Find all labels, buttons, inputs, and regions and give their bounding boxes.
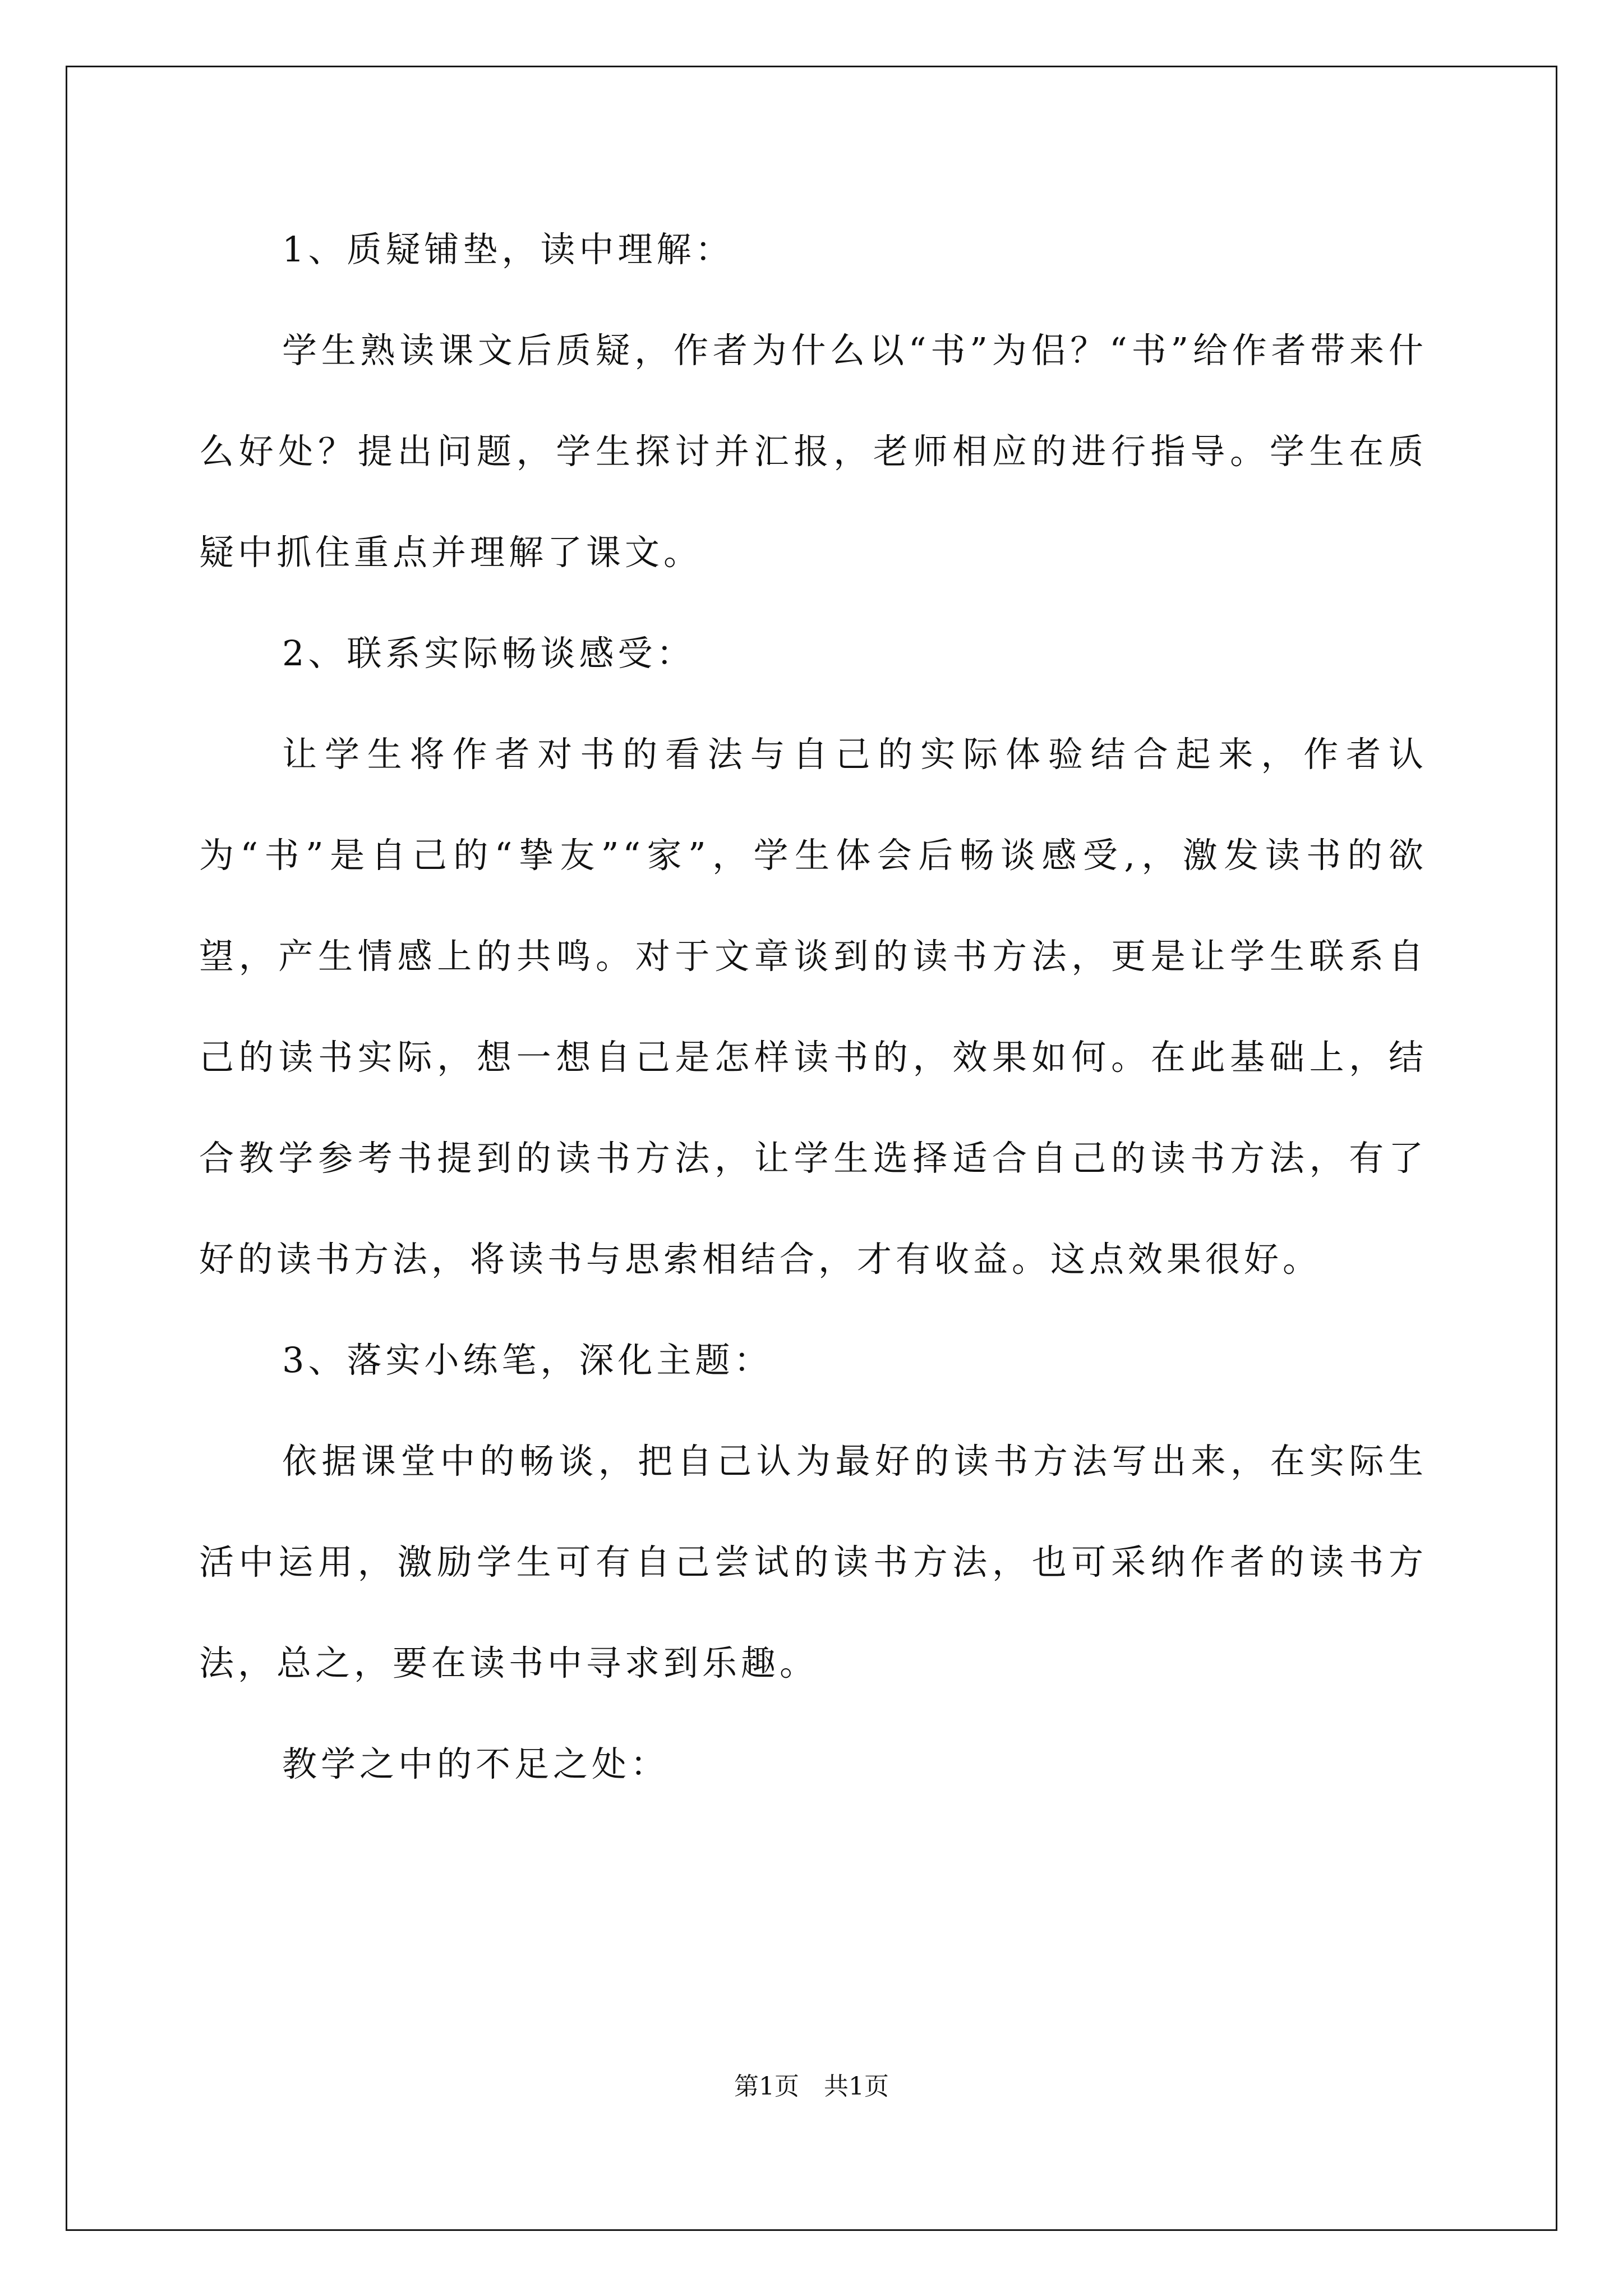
document-body: [199, 199, 1427, 1815]
page-footer: 第1页 共1页: [734, 2072, 889, 2101]
paragraph-discussion: 让学生将作者对书的看法与自己的实际体验结合起来，作者认为“书”是自己的“挚友”“家”，学生体会后畅谈感受,，激发读书的欲望，产生情感上的共鸣。对于文章谈到的读书方法，更是让学生联系自己的读书实际，想一想自己是怎样读书的，效果如何。在此基础上，结合教学参考书提到的读书方法，让学生选择适合自己的读书方法，有了好的读书方法，将读书与思索相结合，才有收益。这点效果很好。: [199, 734, 1427, 1280]
section-heading-2: 2、联系实际畅谈感受：: [282, 633, 695, 674]
section-heading-1: 1、质疑铺垫，读中理解：: [282, 229, 734, 270]
section-heading-3: 3、落实小练笔，深化主题：: [282, 1340, 773, 1381]
section-heading-shortcomings: 教学之中的不足之处：: [282, 1743, 670, 1784]
paragraph-practice: 依据课堂中的畅谈，把自己认为最好的读书方法写出来，在实际生活中运用，激励学生可有自己尝试的读书方法，也可采纳作者的读书方法，总之，要在读书中寻求到乐趣。: [199, 1441, 1427, 1683]
paragraph-questioning: 学生熟读课文后质疑，作者为什么以“书”为侣？“书”给作者带来什么好处？提出问题，学生探讨并汇报，老师相应的进行指导。学生在质疑中抓住重点并理解了课文。: [199, 330, 1427, 573]
